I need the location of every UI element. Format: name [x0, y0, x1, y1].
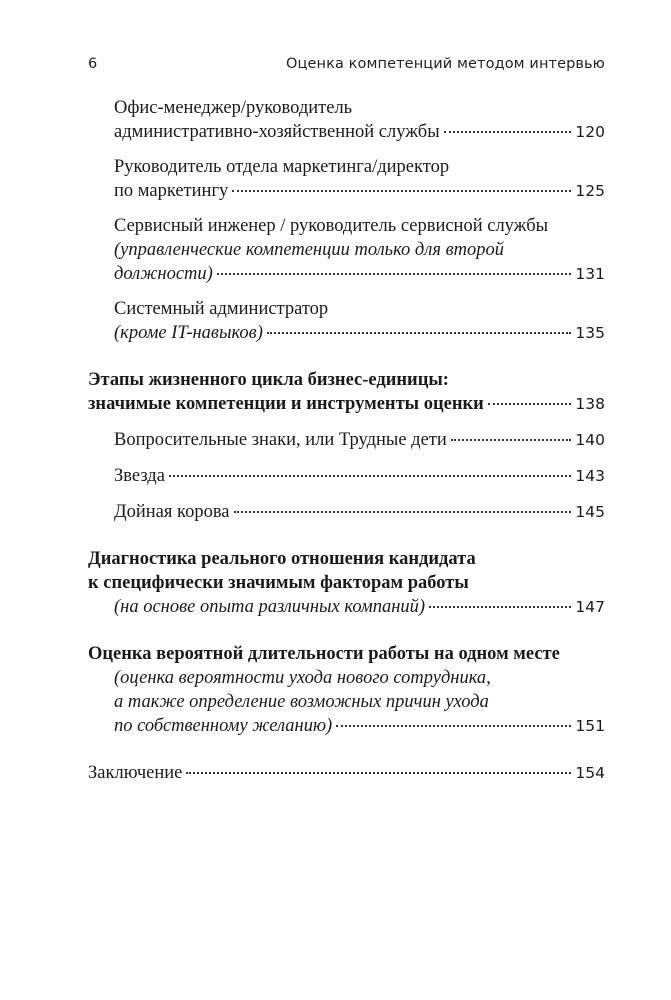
toc-section-title: значимые компетенции и инструменты оценки — [88, 394, 484, 414]
page-header — [88, 56, 605, 80]
toc-entry-sysadmin[interactable] — [88, 297, 605, 345]
toc-section-title: Этапы жизненного цикла бизнес-единицы: — [88, 370, 449, 390]
toc-section-title: Заключение — [88, 763, 183, 783]
toc-entry-star[interactable] — [88, 464, 605, 488]
toc-page-number: 138 — [575, 395, 605, 413]
toc-entry-subtitle: (кроме IT-навыков) — [114, 323, 263, 343]
page-number: 6 — [88, 56, 98, 72]
dot-leader — [451, 439, 572, 441]
toc-entry-cash-cow[interactable] — [88, 500, 605, 524]
toc-section-conclusion[interactable] — [88, 761, 605, 785]
dot-leader — [444, 131, 572, 133]
dot-leader — [232, 190, 571, 192]
toc-section-title: Диагностика реального отношения кандидата — [88, 549, 476, 569]
toc-section-diagnostics[interactable] — [88, 547, 605, 619]
toc-entry-title: Дойная корова — [114, 502, 230, 522]
toc-entry-title: Системный администратор — [114, 299, 329, 319]
toc-section-title: к специфически значимым факторам работы — [88, 573, 469, 593]
toc-entry-title: административно-хозяйственной службы — [114, 122, 440, 142]
toc-entry-title: Сервисный инженер / руководитель сервисной службы — [114, 216, 549, 236]
dot-leader — [267, 332, 572, 334]
toc-section-lifecycle[interactable] — [88, 368, 605, 416]
toc-page-number: 131 — [575, 265, 605, 283]
toc-section-subtitle: (на основе опыта различных компаний) — [114, 597, 426, 617]
toc-page-number: 125 — [575, 182, 605, 200]
toc-entry-office-manager[interactable] — [88, 96, 605, 144]
toc-entry-title: Руководитель отдела маркетинга/директор — [114, 157, 450, 177]
dot-leader — [169, 475, 571, 477]
dot-leader — [234, 511, 572, 513]
running-title: Оценка компетенций методом интервью — [286, 56, 605, 72]
toc-page-number: 151 — [575, 717, 605, 735]
toc-entry-title: Офис-менеджер/руководитель — [114, 98, 353, 118]
toc-entry-service-engineer[interactable] — [88, 214, 605, 286]
toc-section-title: Оценка вероятной длительности работы на одном месте — [88, 644, 560, 664]
toc-page-number: 154 — [575, 764, 605, 782]
toc-page-number: 145 — [575, 503, 605, 521]
dot-leader — [217, 273, 572, 275]
toc-entry-subtitle: должности) — [114, 264, 213, 284]
toc-section-subtitle: а также определение возможных причин ухода — [114, 692, 489, 712]
dot-leader — [186, 772, 571, 774]
dot-leader — [429, 606, 571, 608]
toc-entry-title: Звезда — [114, 466, 165, 486]
toc-page-number: 135 — [575, 324, 605, 342]
toc-entry-marketing[interactable] — [88, 155, 605, 203]
toc-entry-subtitle: (управленческие компетенции только для второй — [114, 240, 504, 260]
dot-leader — [488, 403, 572, 405]
toc-page-number: 147 — [575, 598, 605, 616]
toc-entry-title: по маркетингу — [114, 181, 229, 201]
table-of-contents — [88, 96, 605, 785]
toc-page-number: 120 — [575, 123, 605, 141]
toc-section-subtitle: по собственному желанию) — [114, 716, 333, 736]
toc-section-duration[interactable] — [88, 642, 605, 738]
toc-entry-title: Вопросительные знаки, или Трудные дети — [114, 430, 447, 450]
toc-page-number: 140 — [575, 431, 605, 449]
toc-entry-question-marks[interactable] — [88, 428, 605, 452]
toc-page-number: 143 — [575, 467, 605, 485]
toc-section-subtitle: (оценка вероятности ухода нового сотрудника, — [114, 668, 491, 688]
dot-leader — [336, 725, 571, 727]
